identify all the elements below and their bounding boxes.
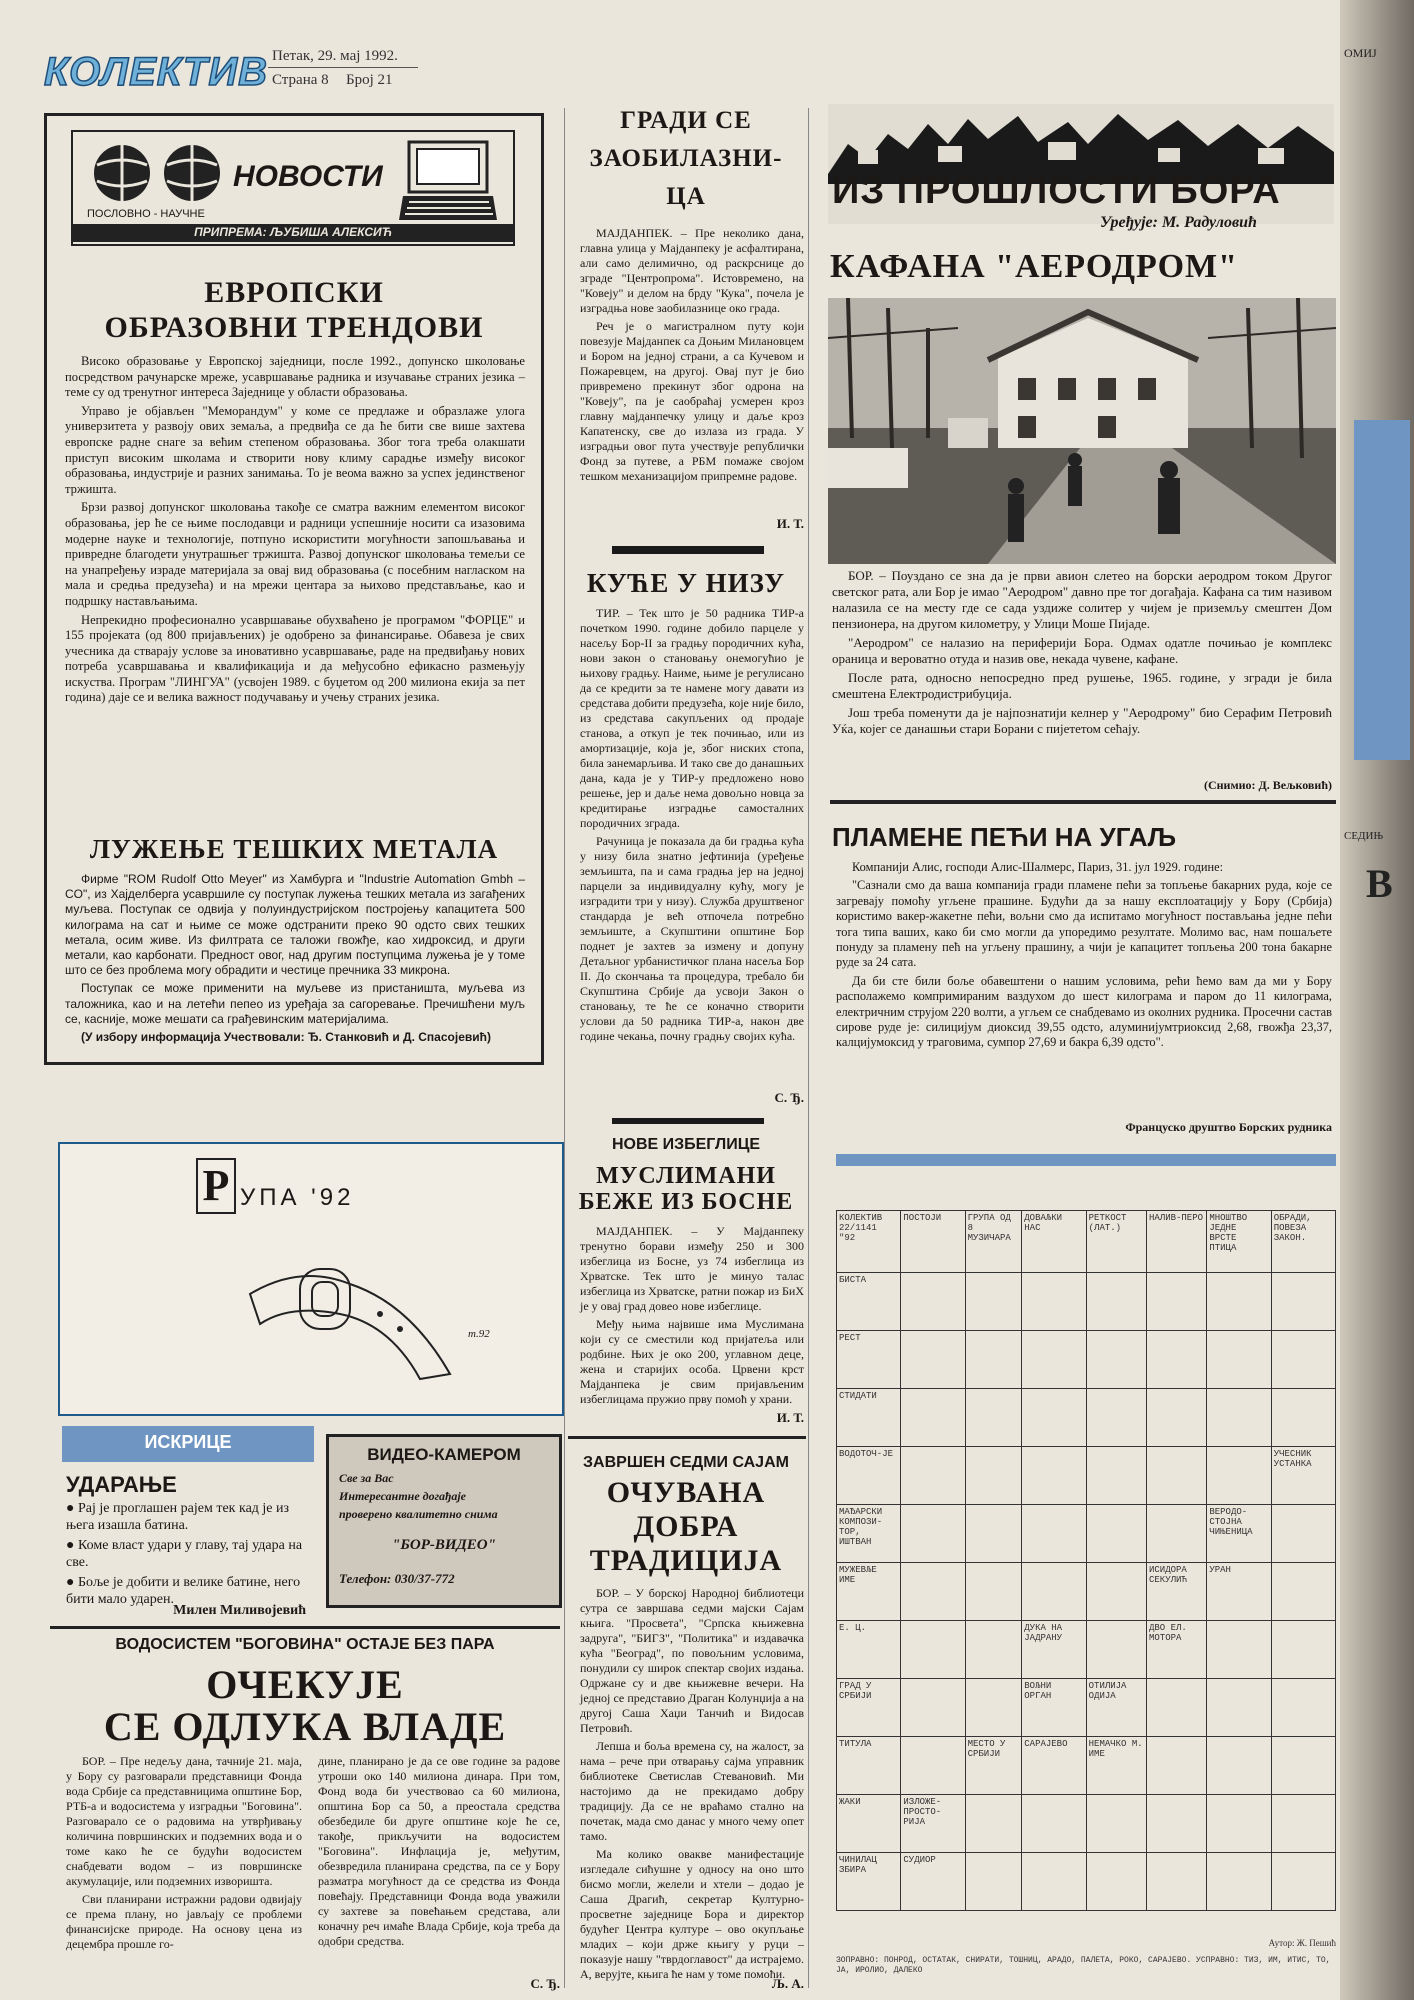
banner-prep: ПРИПРЕМА: ЉУБИША АЛЕКСИЋ [194,225,392,239]
street-scene-image [828,298,1336,564]
rupa-ad [58,1142,564,1416]
gradi-signature: И. Т. [776,516,804,531]
crossword-clue: СУДИОР [901,1853,965,1911]
vodo-title-1: ОЧЕКУЈЕ [206,1662,404,1707]
globe-logo-icon [87,140,227,206]
peci-signature: Француско друштво Борских рудника [1125,1120,1332,1134]
sajam-title-3: ТРАДИЦИЈА [589,1544,783,1577]
banner-title: НОВОСТИ [233,160,383,193]
rupa-logo-text: УПА '92 [240,1184,355,1211]
rupa-logo-letter: Р [196,1158,236,1214]
crossword-header-4: РЕТКОСТ (ЛАТ.) [1086,1211,1146,1273]
section-divider-blue [836,1154,1336,1166]
crossword-row-label: ВОДОТОЧ-ЈЕ [837,1447,901,1505]
edge-text-2: В [1366,861,1393,906]
aphorism-3: ● Боље је добити и велике батине, него бити мало ударен. [66,1575,301,1607]
edge-text-3: СЕДИЊ [1344,830,1384,842]
crossword-clue: НЕМАЧКО М. ИМЕ [1086,1737,1146,1795]
crossword-header-0: КОЛЕКТИВ 22/1141 "92 [837,1211,901,1273]
article-title-trends-1: ЕВРОПСКИ [204,276,384,309]
sajam-kicker: ЗАВРШЕН СЕДМИ САЈАМ [583,1454,789,1471]
gradi-title-3: ЦА [666,183,706,210]
crossword-header-6: МНОШТВО ЈЕДНЕ ВРСТЕ ПТИЦА [1207,1211,1271,1273]
crossword-row-label: ЖАКИ [837,1795,901,1853]
masthead-divider [268,67,418,68]
crossword-header-7: ОБРАДИ, ПОВЕЗА ЗАКОН. [1271,1211,1335,1273]
kafana-photo [828,298,1336,564]
crossword-header-3: ДОВАЉКИ НАС [1022,1211,1086,1273]
banner-subtitle: ПОСЛОВНО - НАУЧНЕ [87,208,205,220]
crossword-clue: ИЗЛОЖЕ-ПРОСТО-РИЈА [901,1795,965,1853]
sajam-title-1: ОЧУВАНА [606,1476,766,1509]
kuce-title: КУЋЕ У НИЗУ [586,568,786,598]
page-number: Страна 8 [272,72,329,88]
vodo-body-col1: БОР. – Пре недељу дана, тачније 21. маја, у Бору су разговарали представници Фонда вода Србије са представницима општине Бор, РТБ-а и водосистема у изградњи "Боговина". Разговарало се о радовима на утврђивању количина површинских и подземних вода и о томе како ће се будући водосистем снабдевати водом – из површинске акумулације, или подземних изворишта. Сви планирани истражни радови одвијају се према плану, но јављају се проблеми финансијске природе. На основу цена из децембра прошле го- [66,1754,302,1951]
video-ad [326,1434,562,1608]
sajam-body: БОР. – У борској Народној библиотеци сутра се завршава седми мајски Сајам књига. "Просвета", "Српска књижевна задруга", "БИГЗ", "Политика" и издавачка кућа "Београд", по повољним условима, понудили су широк спектар својих издања. Одржане су и две књижевне вечери. На једној се представио Драган Колунџија а на другој Саша Хаџи Танчић и Видосав Петровић. Лепша и боља времена су, на жалост, за нама – рече при отварању сајма управник библиотеке Светислав Стевановић. Ми настојимо да не прекидамо добру традицију. Да се не враћамо стално на почетак, мада смо данас у много чему опет тамо. Ма колико овакве манифестације изгледале сићушне у односу на оно што бисмо могли, желели и хтели – додао је Саша Драгић, секретар Културно-просветне заједнице Бора и директор будућег Центра културе – ово окупљање младих – који држе књигу у руци – показује нашу "тврдоглавост" да истрајемо. А, верујте, књига ће нам у томе помоћи. [580,1586,804,1981]
crossword-clue: УРАН [1207,1563,1271,1621]
crossword-row-label: МАЂАРСКИ КОМПОЗИ-ТОР, ИШТВАН [837,1505,901,1563]
peci-body: Компанији Алис, господи Алис-Шалмерс, Париз, 31. јул 1929. године: "Сазнали смо да ваша компанија гради пламене пећи за топљење бакарних руда, које се загревају помоћу угљене прашине. Будући да за нашу експлоатацију у Бору (Србија) користимо вакер-жакетне пећи, вољни смо да испитамо могућност постављања једне пећи тога типа ваших, како би смо могли да упоредимо резултате. Молимо вас, нам пошаљете понуду за пламену пећ на угљену прашину, а чији је капацитет топљења 200 тона бакарне руде за 24 сата. Да би сте били боље обавештени о нашим условима, рећи ћемо вам да ми у Бору располажемо компримираним ваздухом до шест килограма и паром до 11 килограма, електричним струјом 220 волти, а угљем се снабдевамо из околних рудника. Просечни састав сирове руде је: силицијум диоксид 39,55 одсто, алуминијумтриоксид 2,68, гвожђа 23,37, калцијумоксид у траговима, сумпор 27,69 и бакра 6,39 одсто". [836,860,1332,1050]
gradi-body: МАЈДАНПЕК. – Пре неколико дана, главна улица у Мајданпеку је асфалтирана, али само делимично, од раскрснице до зграде "Центропрома". Истовремено, на "Ковеју" и делом на брду "Кука", почела је изградња нове заобилазнице око града. Реч је о магистралном путу који повезује Мајданпек са Доњим Милановцем и Бором на једној страни, а са Кучевом и Пожаревцем, на другој. Овај пут је био привремено прекинут због одрона на "Ковеју", па је саобраћај усмерен кроз главну мајданпечку улицу и даље кроз Капатенску, све до излаза из града. У изградњи овог пута учествује републички Фонд за путеве, а РБМ помаже својом тешком механизацијом припремне радове. [580,226,804,483]
kafana-body: БОР. – Поуздано се зна да је први авион слетео на борски аеродром током Другог светског рата, али Бор је имао "Аеродром" давно пре тог догађаја. Кафана са тим називом налазила се на месту где се сада уздиже солитер у чијем је приземљу смештен Дом пензионера, на другом километру, у Улици Моше Пијаде. "Аеродром" се налазио на периферији Бора. Одмах одатле почињао је комплекс ораница и вероватно отуда и назив ове, некада чувене, кафане. После рата, односно непосредно пред рушење, 1965. године, у згради је била смештена Електродистрибуција. Још треба поменути да је најпознатији келнер у "Аеродрому" био Серафим Петровић Уќа, којег се данашњи стари Борани с пијететом сећају. [832,568,1332,736]
kuce-signature: С. Ђ. [774,1090,804,1105]
sajam-signature: Љ. А. [771,1976,804,1991]
article-body-trends: Високо образовање у Европској заједници, после 1992., допунско школовање посредством рачунарске мреже, усавршавање радника и изучавање страних језика – теме су од тренутног интереса Заједнице у области образовања. Управо је објављен "Меморандум" у коме се предлаже и образлаже улога универзитета у развоју ових земаља, а предвиђа се да ће бити све више захтева европске радне снаге за већим степеном образовања. Због тога треба олакшати приступ високим школама и створити нову климу сарадње између високог образовања, индустрије и разних занимања. То је веома важно за успех јединственог тржишта. Брзи развој допунског школовања такође се сматра важним елементом високог образовања, јер ће се њиме послодавци и радници успешније носити са изазовима модерне науке и технологије, потпуно искористити могућности запошљавања и привредне благодети унутрашњег тржишта. Развој допунског школовања темељи се на унапређењу израде материјала за овај вид образовања (с посебним нагласком на мала и средња предузећа) и на мрежи центара за њихово представљање, као и подршку настављањима. Непрекидно професионално усавршавање обухваћено је програмом "ФОРЦЕ" и 155 пројеката (од 800 пријављених) је одобрено за финансирање. Обавеза је свих учесника да стварају услове за иновативно усавршавање, раде на предвиђању нових потреба усавршавања и квалификација и да међусобно ефикасно размењују искуства. Програм "ЛИНГУА" (усвојен 1989. с буџетом од 200 милиона екија за пет година) даје се и велика важност подучавању и учењу страних језика. [65,354,525,705]
belt-drawing-icon [240,1244,460,1384]
iskrice-list [66,1500,306,1611]
video-ad-line-3: проверено квалитетно снима [339,1507,498,1521]
computer-icon [399,138,499,224]
article-title-metals: ЛУЖЕЊЕ ТЕШКИХ МЕТАЛА [89,834,499,864]
vodo-body-col2: дине, планирано је да се ове године за радове утроши око 140 милиона динара. При том, Фонд вода би учествовао са 60 милиона, општина Бор са 50, а преостала средства обезбедиле би друге општине које ће се, такође, прикључити на водосистем "Боговина". Инфлација је, међутим, обезвредила планирана средства, па се у Бору разматра могућност да се средства из Фонда повећају. Представници Фонда вода уважили су захтеве за повећањем средстава, али коначну реч имаће Влада Србије, која треба да одобри средства. [318,1754,560,1948]
iskrice-title: УДАРАЊЕ [66,1472,177,1497]
crossword-clue: ОТИЛИЈА ОДИЈА [1086,1679,1146,1737]
crossword-row-label: МУЖЕВЉЕ ИМЕ [837,1563,901,1621]
issue-date: Петак, 29. мај 1992. [272,48,398,64]
video-ad-line-2: Интересантне догађаје [339,1489,466,1503]
muslimani-title-2: БЕЖЕ ИЗ БОСНЕ [578,1189,794,1215]
crossword-clue: УЧЕСНИК УСТАНКА [1271,1447,1335,1505]
article-body-metals: Фирме "ROM Rudolf Otto Meyer" из Хамбурга и "Industrie Automation Gmbh – CO", из Хајделберга усавршиле су поступак лужења тешких метала из загађених муљева. Поступак се одвија у полуиндустријском постројењу капацитета 500 килограма на сат и њиме се може одстранити преко 90 одсто свих тешких метала, осим живе. Из филтрата се таложи гвожђе, као хидроксид, и други метали, као карбонати. Предност овог, над другим поступцима лужења је у томе што се без проблема могу обрадити и честице пречника 33 микрона. Поступак се може применити на муљеве из пристаништа, муљева из таложника, као и на летећи пепео из уређаја за сагоревање. Пречишћени муљ се, касније, може мешати са грађевинским материјалима. (У избору информација Учествовали: Ђ. Станковић и Д. Спасојевић) [65,872,525,1045]
video-ad-line-1: Све за Вас [339,1471,394,1485]
muslimani-body: МАЈДАНПЕК. – У Мајданпеку тренутно борави између 250 и 300 избеглица из Босне, уз 74 избеглица из Хрватске. Тек што је минуо талас избеглица из Хрватске, ратни пожар из БиХ је у овај град довео нове избеглице. Међу њима највише има Муслимана који су се сместили код пријатеља или родбине. Њих је око 200, углавном деце, жена и старијих особа. Црвени крст Мајданпека је свим пријављеним избеглицама пружио прву помоћ у храни. [580,1224,804,1406]
crossword-row-label: БИСТА [837,1273,901,1331]
rupa-signature: m.92 [468,1328,490,1340]
muslimani-kicker: НОВЕ ИЗБЕГЛИЦЕ [611,1136,761,1153]
crossword-clue: САРАЈЕВО [1022,1737,1086,1795]
crossword-clue: МЕСТО У СРБИЈИ [965,1737,1022,1795]
crossword-clue: ДВО ЕЛ. МОТОРА [1147,1621,1207,1679]
crossword-header-2: ГРУПА ОД 8 МУЗИЧАРА [965,1211,1022,1273]
muslimani-title-1: МУСЛИМАНИ [596,1163,776,1189]
crossword-row-label: ТИТУЛА [837,1737,901,1795]
crossword-row-label: СТИДАТИ [837,1389,901,1447]
adjacent-page-edge [1340,0,1414,2000]
aphorism-1: ● Рај је проглашен рајем тек кад је из њега изашла батина. [66,1501,290,1533]
crossword-row-label: РЕСТ [837,1331,901,1389]
gradi-title-1: ГРАДИ СЕ [620,107,752,134]
peci-title: ПЛАМЕНЕ ПЕЋИ НА УГАЉ [832,822,1177,852]
crossword-clue: ИСИДОРА СЕКУЛИЋ [1147,1563,1207,1621]
proslost-editor: Уређује: М. Радуловић [1100,214,1257,231]
proslost-title: КАФАНА "АЕРОДРОМ" [830,248,1238,285]
video-ad-company: "БОР-ВИДЕО" [392,1537,496,1553]
video-ad-title: ВИДЕО-КАМЕРОМ [367,1445,521,1464]
video-ad-phone: Телефон: 030/37-772 [339,1571,455,1586]
crossword-row-label: Е. Ц. [837,1621,901,1679]
crossword-header-5: НАЛИВ-ПЕРО [1147,1211,1207,1273]
novosti-banner [71,130,515,246]
edge-text-1: ОМИЈ [1344,46,1377,60]
sajam-title-2: ДОБРА [633,1510,739,1543]
crossword-grid [836,1210,1336,1911]
proslost-rubric: ИЗ ПРОШЛОСТИ БОРА [832,170,1281,212]
crossword-clue: ВОЉНИ ОРГАН [1022,1679,1086,1737]
crossword-row-label: ЧИНИЛАЦ ЗБИРА [837,1853,901,1911]
novosti-box [44,113,544,1065]
kafana-photo-credit: (Снимио: Д. Вељковић) [1203,778,1332,792]
muslimani-signature: И. Т. [776,1410,804,1425]
article-title-trends-2: ОБРАЗОВНИ ТРЕНДОВИ [104,311,484,344]
crossword-solution: ЗОПРАВНО: ПОНРОД, ОСТАТАК, СНИРАТИ, ТОШНИЦ, АРАДО, ПАЛЕТА, РОКО, САРАЈЕВО. УСПРАВНО: ТИЗ, ИМ, ИТИС, ТО, ЈА, ИРОЛИО, ДАЛЕКО [836,1956,1331,1975]
crossword-header-1: ПОСТОЈИ [901,1211,965,1273]
crossword-row-label: ГРАД У СРБИЈИ [837,1679,901,1737]
crossword-clue: ВЕРОДО-СТОЈНА ЧИЊЕНИЦА [1207,1505,1271,1563]
aphorism-2: ● Коме власт удари у главу, тај удара на све. [66,1538,303,1570]
iskrice-author: Милен Миливојевић [173,1603,306,1618]
gradi-title-2: ЗАОБИЛАЗНИ- [589,145,783,172]
crossword-author: Аутор: Ж. Пешић [1268,1938,1336,1948]
newspaper-logo: КОЛЕКТИВ [44,50,268,94]
issue-number: Број 21 [346,72,393,88]
iskrice-label: ИСКРИЦЕ [144,1432,232,1452]
crossword-clue: ДУКА НА ЈАДРАНУ [1022,1621,1086,1679]
vodo-signature: С. Ђ. [530,1976,560,1991]
vodo-kicker: ВОДОСИСТЕМ "БОГОВИНА" ОСТАЈЕ БЕЗ ПАРА [115,1636,495,1653]
vodo-title-2: СЕ ОДЛУКА ВЛАДЕ [103,1704,507,1749]
kuce-body: ТИР. – Тек што је 50 радника ТИР-а почетком 1990. године добило парцеле у насељу Бор-II за градњу породичних кућа, нови закон о становању онемогућио је њихову градњу. Наиме, њиме је регулисано да се кредити за те намене могу давати из средстава добити предузећа, које није било, из средстава сакупљених од продаје станова, а откуп је тек почињао, или из амортизације, која је, због нискиx стопа, била занемарљива. И тако све до данашњих дана, када је у ТИР-у предложено ново решење, јер и даље нема довољно новца за кредитирање изградње самосталних породичних зграда. Рачуница је показала да би градња кућа у низу била знатно јефтинија (уређење земљишта, па и сама градња јер на једној парцели за индивидуалну кућу, могу је изградити три у низу). Служба друштвеног стандарда је већ отпочела потребно земљиште, а Скупштини општине Бор поднет је захтев за измену и допуну Детаљног урбанистичког плана насеља Бор II. До скончања та процедура, требало би Скупштина Србије да усвоји Закон о становању, те ће се коначно створити услови да 50 радника ТИР-а, након две године чекања, почну градњу својих кућа. [580,606,804,1043]
